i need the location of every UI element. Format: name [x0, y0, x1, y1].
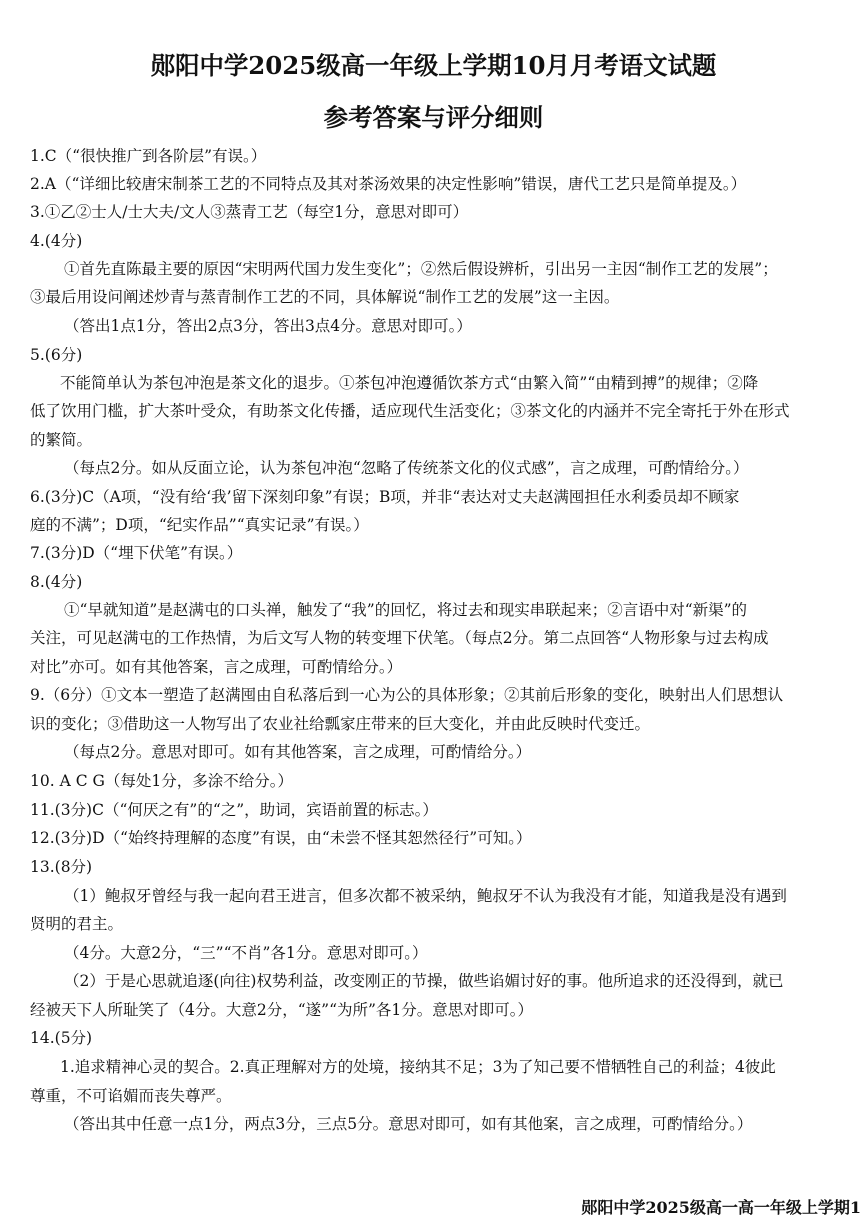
answer-8-line-1: ①“早就知道”是赵满屯的口头禅，触发了“我”的回忆，将过去和现实串联起来；②言语中对“新渠”的: [64, 601, 748, 619]
page-footer: 郧阳中学2025级高一高一年级上学期1: [581, 1198, 861, 1217]
answer-6-line-2: 庭的不满”；D项，“纪实作品”“真实记录”有误。）: [30, 516, 369, 534]
answer-13-part-2-line-2: 经被天下人所耻笑了（4分。大意2分，“遂”“为所”各1分。意思对即可。）: [30, 1001, 534, 1019]
answer-4-line-1: ①首先直陈最主要的原因“宋明两代国力发生变化”；②然后假设辨析，引出另一主因“制作工艺的发展”；: [64, 260, 778, 278]
answer-13-part-1-note: （4分。大意2分，“三”“不肖”各1分。意思对即可。）: [64, 944, 428, 962]
answer-5-heading: 5.(6分): [30, 346, 83, 364]
answer-5-line-1: 不能简单认为茶包冲泡是茶文化的退步。①茶包冲泡遵循饮茶方式“由繁入简”“由精到搏”的规律；②降: [60, 374, 759, 392]
answer-11: 11.(3分)C（“何厌之有”的“之”，助词，宾语前置的标志。）: [30, 801, 438, 819]
answer-2: 2.A（“详细比较唐宋制茶工艺的不同特点及其对茶汤效果的决定性影响”错误，唐代工艺只是简单提及。）: [30, 175, 747, 193]
answer-10: 10. A C G（每处1分，多涂不给分。）: [30, 772, 293, 790]
answer-9-scoring-note: （每点2分。意思对即可。如有其他答案，言之成理，可酌情给分。）: [64, 743, 532, 761]
exam-title: 郧阳中学2025级高一年级上学期10月月考语文试题: [150, 51, 717, 80]
answer-8-line-2: 关注，可见赵满屯的工作热情，为后文写人物的转变埋下伏笔。（每点2分。第二点回答“人物形象与过去构成: [30, 629, 769, 647]
answer-9-line-2: 识的变化；③借助这一人物写出了农业社给瓢家庄带来的巨大变化，并由此反映时代变迁。: [30, 715, 651, 733]
answer-9-line-1: 9.（6分）①文本一塑造了赵满囤由自私落后到一心为公的具体形象；②其前后形象的变化，映射出人们思想认: [30, 686, 784, 704]
answer-4-scoring-note: （答出1点1分，答出2点3分，答出3点4分。意思对即可。）: [64, 317, 472, 335]
answer-key-subtitle: 参考答案与评分细则: [323, 103, 544, 132]
answer-4-heading: 4.(4分): [30, 232, 83, 250]
answer-14-line-2: 尊重，不可谄媚而丧失尊严。: [30, 1087, 232, 1105]
answer-8-line-3: 对比”亦可。如有其他答案，言之成理，可酌情给分。）: [30, 658, 403, 676]
answer-13-part-1-line-1: （1）鲍叔牙曾经与我一起向君王进言，但多次都不被采纳，鲍叔牙不认为我没有才能，知道我是没有遇到: [64, 887, 787, 905]
answer-4-line-2: ③最后用设问阐述炒青与蒸青制作工艺的不同，具体解说“制作工艺的发展”这一主因。: [30, 288, 620, 306]
answer-3: 3.①乙②士人/士大夫/文人③蒸青工艺（每空1分，意思对即可）: [30, 203, 469, 221]
answer-5-line-3: 的繁简。: [30, 431, 93, 449]
answer-14-line-1: 1.追求精神心灵的契合。2.真正理解对方的处境，接纳其不足；3为了知己要不惜牺牲自己的利益；4彼此: [60, 1058, 776, 1076]
answer-14-scoring-note: （答出其中任意一点1分，两点3分，三点5分。意思对即可，如有其他案，言之成理，可酌情给分。）: [64, 1115, 753, 1133]
answer-6-line-1: 6.(3分)C（A项，“没有给‘我’留下深刻印象”有误；B项，并非“表达对丈夫赵满囤担任水利委员却不顾家: [30, 488, 740, 506]
answer-5-line-2: 低了饮用门槛，扩大茶叶受众，有助茶文化传播，适应现代生活变化；③茶文化的内涵并不完全寄托于外在形式: [30, 402, 790, 420]
answer-13-heading: 13.(8分): [30, 858, 93, 876]
answer-14-heading: 14.(5分): [30, 1029, 93, 1047]
answer-8-heading: 8.(4分): [30, 573, 83, 591]
answer-13-part-2-line-1: （2）于是心思就追逐(向往)权势利益，改变刚正的节操，做些谄媚讨好的事。他所追求的还没得到，就已: [64, 972, 784, 990]
answer-13-part-1-line-2: 贤明的君主。: [30, 915, 124, 933]
answer-5-scoring-note: （每点2分。如从反面立论，认为茶包冲泡“忽略了传统茶文化的仪式感”，言之成理，可酌情给分。）: [64, 459, 749, 477]
answer-12: 12.(3分)D（“始终持理解的态度”有误，由“未尝不怪其恕然径行”可知。）: [30, 829, 532, 847]
answer-1: 1.C（“很快推广到各阶层”有误。）: [30, 147, 267, 165]
answer-7: 7.(3分)D（“埋下伏笔”有误。）: [30, 544, 243, 562]
